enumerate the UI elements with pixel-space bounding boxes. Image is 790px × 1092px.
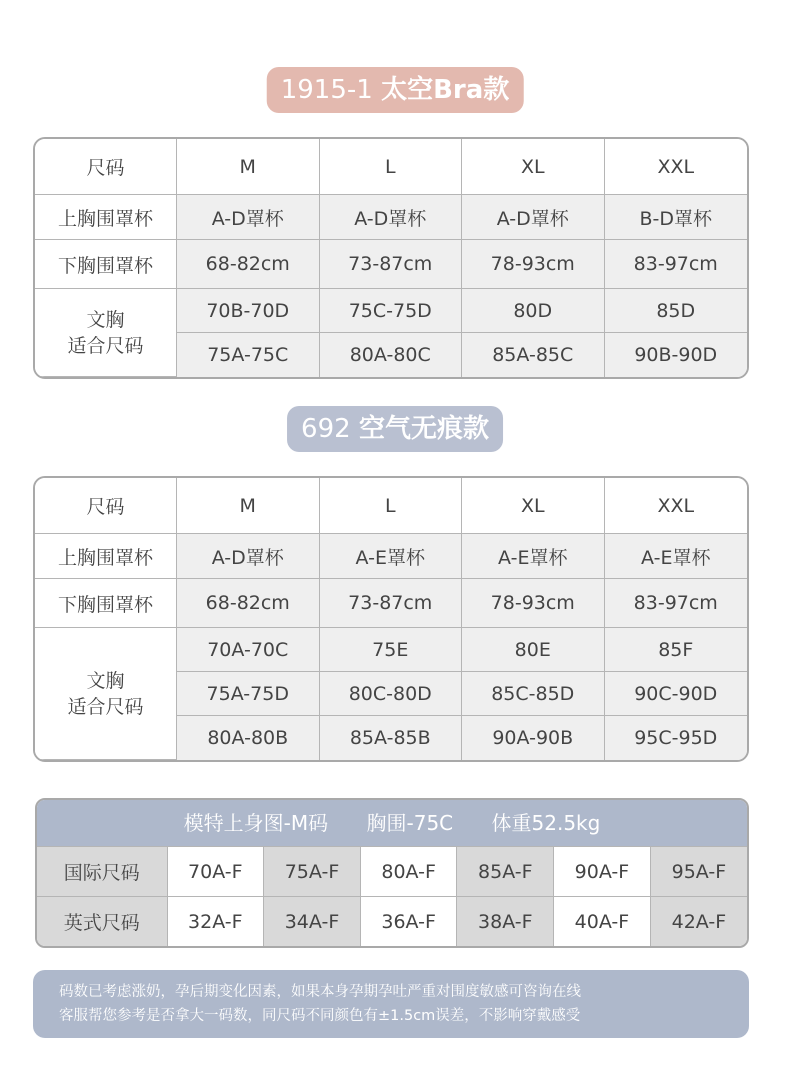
table-cell: 75C-75D xyxy=(320,289,463,333)
model-size-text: 模特上身图-M码 xyxy=(183,811,329,835)
table-cell: 80E xyxy=(462,628,605,672)
table-cell: 70A-F xyxy=(167,847,264,897)
table-cell: 80D xyxy=(462,289,605,333)
table-cell: 80A-F xyxy=(360,847,457,897)
row-label: 下胸围罩杯 xyxy=(35,240,177,289)
bra-size-label-line2: 适合尺码 xyxy=(67,695,144,718)
table-cell: 85F xyxy=(605,628,748,672)
table-cell: 32A-F xyxy=(167,897,264,947)
table-cell: A-E罩杯 xyxy=(462,534,605,579)
row-label: 下胸围罩杯 xyxy=(35,579,177,628)
table-cell: 85D xyxy=(605,289,748,333)
header-cell: L xyxy=(320,139,463,195)
table-cell: 75A-75D xyxy=(177,672,320,716)
section2-title-number: 692 xyxy=(301,414,351,444)
table-cell: 95C-95D xyxy=(605,716,748,760)
section1-size-table xyxy=(33,137,749,379)
table-cell: 83-97cm xyxy=(605,240,748,289)
table-cell: 75A-75C xyxy=(177,333,320,377)
table-row xyxy=(35,534,747,579)
header-cell: M xyxy=(177,478,320,534)
table-cell: B-D罩杯 xyxy=(605,195,748,240)
table-row xyxy=(35,240,747,289)
table-row xyxy=(35,628,747,672)
row-label: 英式尺码 xyxy=(37,897,167,947)
table-cell: 90C-90D xyxy=(605,672,748,716)
table-row xyxy=(35,579,747,628)
table-cell: A-E罩杯 xyxy=(320,534,463,579)
table-cell: 36A-F xyxy=(360,897,457,947)
header-cell: M xyxy=(177,139,320,195)
section2-title-name: 空气无痕款 xyxy=(358,414,489,444)
table-cell: 70B-70D xyxy=(177,289,320,333)
header-cell: XXL xyxy=(605,478,748,534)
header-cell: 尺码 xyxy=(35,478,177,534)
section2-title xyxy=(287,406,503,452)
bra-size-label xyxy=(35,628,177,760)
table-cell: 80C-80D xyxy=(320,672,463,716)
row-label: 国际尺码 xyxy=(37,847,167,897)
table-cell: 75E xyxy=(320,628,463,672)
table-cell: 83-97cm xyxy=(605,579,748,628)
section1-title xyxy=(267,67,524,113)
header-cell: XXL xyxy=(605,139,748,195)
header-cell: XL xyxy=(462,478,605,534)
section1-title-name: 太空Bra款 xyxy=(381,75,510,105)
table-row xyxy=(37,847,747,897)
table-cell: 68-82cm xyxy=(177,579,320,628)
model-info-header xyxy=(37,800,747,846)
model-size-box xyxy=(35,798,749,948)
table-cell: A-D罩杯 xyxy=(177,534,320,579)
table-cell: 78-93cm xyxy=(462,240,605,289)
row-label: 上胸围罩杯 xyxy=(35,534,177,579)
table-row xyxy=(35,478,747,534)
table-cell: A-D罩杯 xyxy=(177,195,320,240)
table-cell: 70A-70C xyxy=(177,628,320,672)
section2-size-table xyxy=(33,476,749,762)
table-cell: 40A-F xyxy=(554,897,651,947)
section1-title-number: 1915-1 xyxy=(280,75,373,105)
table-row xyxy=(37,897,747,947)
model-bust-text: 胸围-75C xyxy=(366,811,454,835)
table-cell: 95A-F xyxy=(650,847,747,897)
header-cell: XL xyxy=(462,139,605,195)
table-cell: 90A-90B xyxy=(462,716,605,760)
bra-size-label-line2: 适合尺码 xyxy=(67,334,144,357)
table-cell: 78-93cm xyxy=(462,579,605,628)
table-cell: 34A-F xyxy=(264,897,361,947)
notice-box xyxy=(33,970,749,1038)
table-cell: 90A-F xyxy=(554,847,651,897)
table-cell: 80A-80C xyxy=(320,333,463,377)
table-cell: 42A-F xyxy=(650,897,747,947)
table-row xyxy=(35,139,747,195)
table-cell: 85A-85C xyxy=(462,333,605,377)
table-cell: 75A-F xyxy=(264,847,361,897)
size-conversion-table xyxy=(37,846,747,947)
table-cell: A-E罩杯 xyxy=(605,534,748,579)
table-cell: 68-82cm xyxy=(177,240,320,289)
table-cell: 85C-85D xyxy=(462,672,605,716)
bra-size-label-line1: 文胸 xyxy=(86,308,125,331)
table-cell: 85A-F xyxy=(457,847,554,897)
table-cell: A-D罩杯 xyxy=(320,195,463,240)
model-weight-text: 体重52.5kg xyxy=(491,811,601,835)
header-cell: 尺码 xyxy=(35,139,177,195)
bra-size-label xyxy=(35,289,177,377)
table-cell: 90B-90D xyxy=(605,333,748,377)
table-cell: A-D罩杯 xyxy=(462,195,605,240)
table-row xyxy=(35,289,747,333)
bra-size-label-line1: 文胸 xyxy=(86,669,125,692)
notice-line1: 码数已考虑涨奶，孕后期变化因素，如果本身孕期孕吐严重对围度敏感可咨询在线 xyxy=(59,984,581,1000)
notice-line2: 客服帮您参考是否拿大一码数，同尺码不同颜色有±1.5cm误差，不影响穿戴感受 xyxy=(59,1008,581,1024)
table-cell: 85A-85B xyxy=(320,716,463,760)
header-cell: L xyxy=(320,478,463,534)
table-cell: 80A-80B xyxy=(177,716,320,760)
row-label: 上胸围罩杯 xyxy=(35,195,177,240)
table-cell: 73-87cm xyxy=(320,579,463,628)
table-cell: 38A-F xyxy=(457,897,554,947)
table-cell: 73-87cm xyxy=(320,240,463,289)
table-row xyxy=(35,195,747,240)
